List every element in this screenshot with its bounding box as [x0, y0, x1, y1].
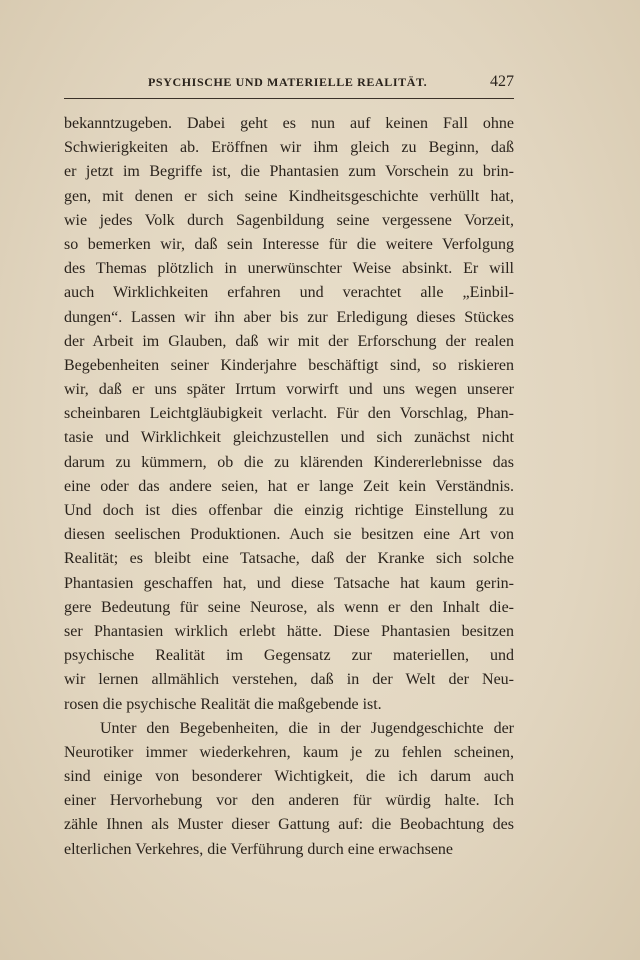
text-line: Neurotiker immer wiederkehren, kaum je zu fehlen scheinen,	[64, 743, 514, 761]
page-number: 427	[490, 73, 514, 90]
text-line: er jetzt im Begriffe ist, die Phantasien zum Vorschein zu brin-	[64, 163, 514, 181]
body-text	[64, 112, 514, 862]
text-line: zähle Ihnen als Muster dieser Gattung auf: die Beobachtung des	[64, 816, 514, 834]
page-header	[64, 74, 514, 96]
text-line: Begebenheiten seiner Kinderjahre beschäftigt sind, so riskieren	[64, 356, 514, 374]
text-line: Schwierigkeiten ab. Eröffnen wir ihm gleich zu Beginn, daß	[64, 139, 514, 157]
text-line: Und doch ist dies offenbar die einzig richtige Einstellung zu	[64, 502, 514, 519]
text-line: wie jedes Volk durch Sagenbildung seine vergessene Vorzeit,	[64, 211, 514, 229]
text-line: auch Wirklichkeiten erfahren und verachtet alle „Einbil-	[64, 284, 514, 302]
text-line: einer Hervorhebung vor den anderen für würdig halte. Ich	[64, 792, 514, 810]
text-line: scheinbaren Leichtgläubigkeit verlacht. Für den Vorschlag, Phan-	[64, 405, 514, 423]
text-line: eine oder das andere seien, hat er lange Zeit kein Verständnis.	[64, 477, 514, 495]
text-line: dungen“. Lassen wir ihn aber bis zur Erledigung dieses Stückes	[64, 308, 514, 326]
text-line: Unter den Begebenheiten, die in der Jugendgeschichte der	[100, 719, 514, 737]
text-line: bekanntzugeben. Dabei geht es nun auf keinen Fall ohne	[64, 115, 514, 132]
text-line: des Themas plötzlich in unerwünschter Weise absinkt. Er will	[64, 260, 514, 278]
header-rule	[64, 98, 514, 99]
text-line: tasie und Wirklichkeit gleichzustellen und sich zunächst nicht	[64, 429, 514, 447]
running-title: PSYCHISCHE UND MATERIELLE REALITÄT.	[148, 75, 428, 89]
paragraph	[64, 112, 514, 717]
paragraph	[64, 717, 514, 862]
text-line: psychische Realität im Gegensatz zur materiellen, und	[64, 647, 514, 665]
text-line: rosen die psychische Realität die maßgebende ist.	[64, 695, 382, 713]
text-line: Realität; es bleibt eine Tatsache, daß der Kranke sich solche	[64, 550, 514, 568]
text-line: sind einige von besonderer Wichtigkeit, die ich darum auch	[64, 768, 514, 786]
text-line: gere Bedeutung für seine Neurose, als wenn er den Inhalt die-	[64, 598, 514, 616]
text-line: so bemerken wir, daß sein Interesse für die weitere Verfolgung	[64, 235, 514, 253]
text-line: ser Phantasien wirklich erlebt hätte. Diese Phantasien besitzen	[64, 622, 514, 640]
text-line: elterlichen Verkehres, die Verführung durch eine erwachsene	[64, 840, 454, 858]
text-line: gen, mit denen er sich seine Kindheitsgeschichte verhüllt hat,	[64, 187, 514, 205]
text-line: darum zu kümmern, ob die zu klärenden Kindererlebnisse das	[64, 453, 514, 471]
text-line: diesen seelischen Produktionen. Auch sie besitzen eine Art von	[64, 526, 514, 544]
text-line: wir, daß er uns später Irrtum vorwirft und uns wegen unserer	[64, 381, 514, 399]
text-line: der Arbeit im Glauben, daß wir mit der Erforschung der realen	[64, 332, 514, 350]
text-line: Phantasien geschaffen hat, und diese Tatsache hat kaum gerin-	[64, 574, 514, 592]
text-line: wir lernen allmählich verstehen, daß in der Welt der Neu-	[64, 671, 514, 689]
